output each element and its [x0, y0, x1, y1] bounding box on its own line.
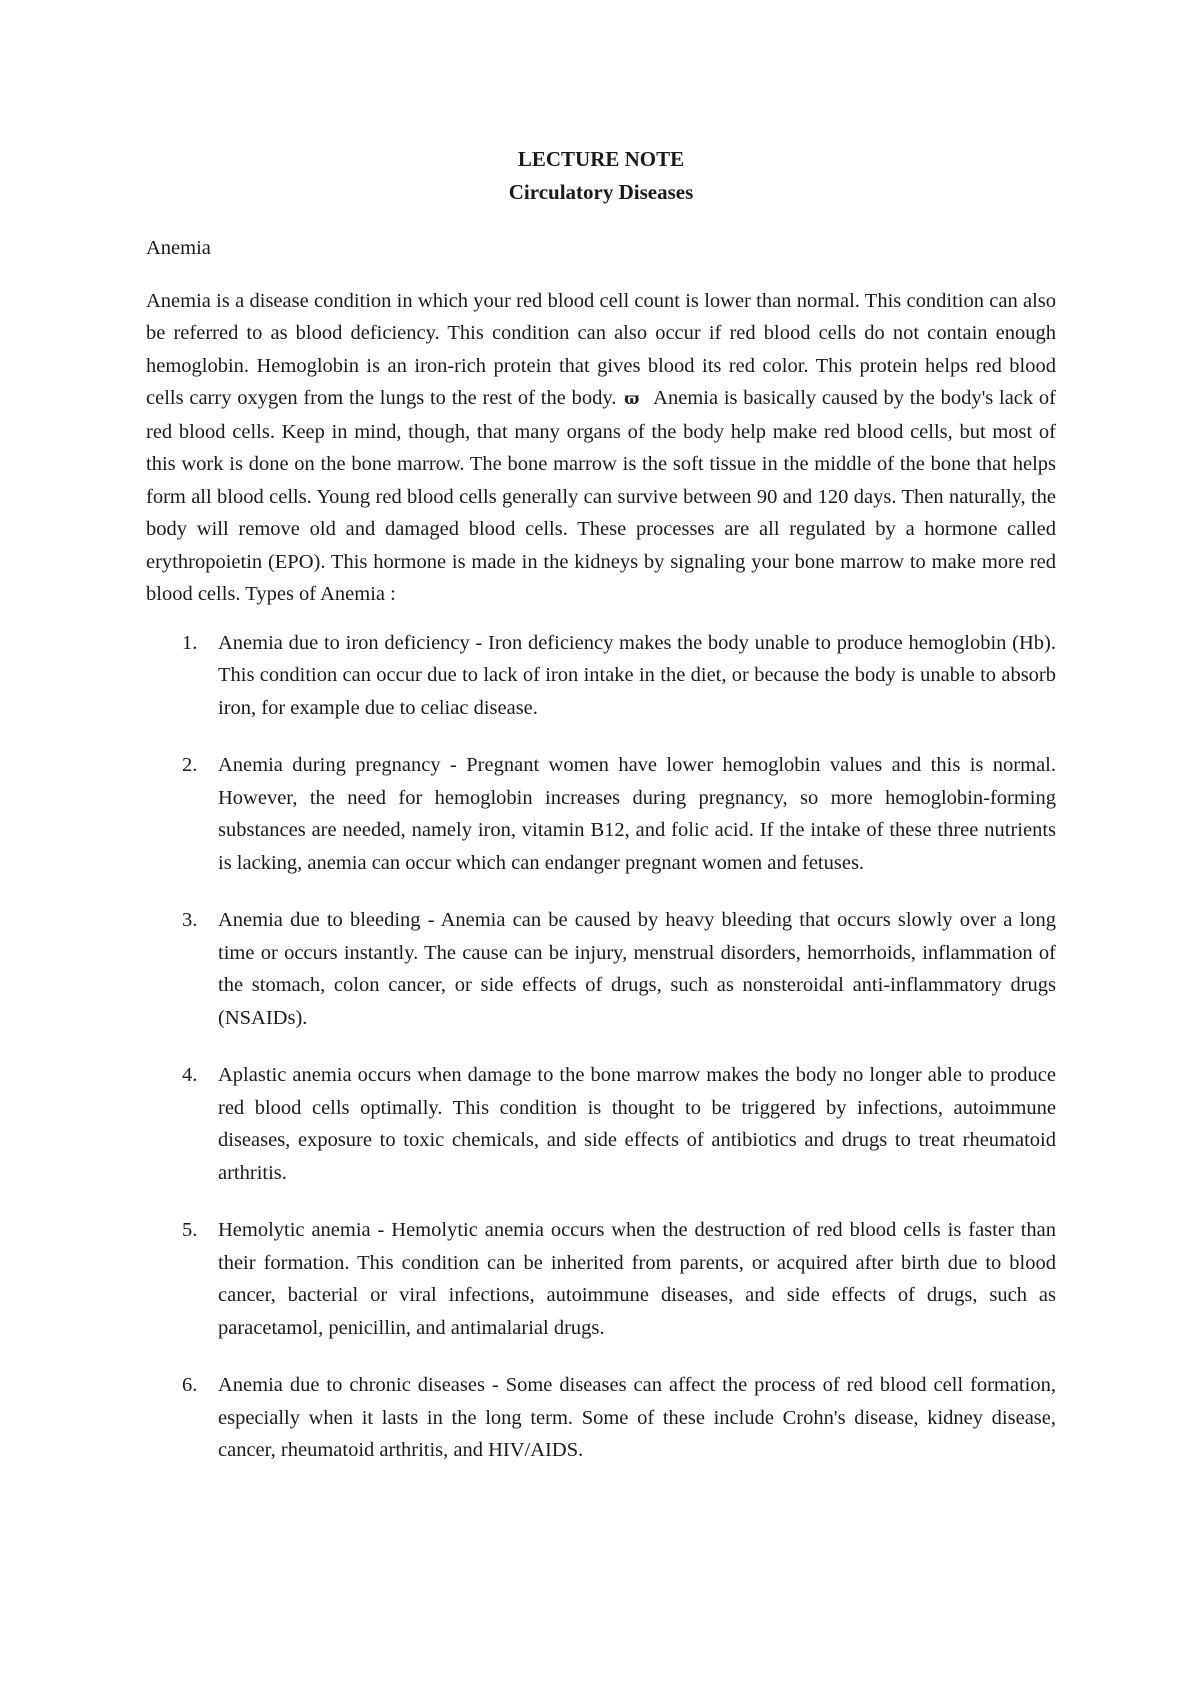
list-item-number: 1.	[182, 631, 198, 654]
list-item-text: Anemia during pregnancy - Pregnant women have lower hemoglobin values and this is normal. However, the need for hemoglobin increases during pregnancy, so more hemoglobin-forming substances are needed, namely iron, vitamin B12, and folic acid. If the intake of these three nutrients is lacking, anemia can occur which can endanger pregnant women and fetuses.	[218, 754, 1056, 874]
intro-paragraph	[146, 285, 1056, 611]
intro-text-part2: Anemia is basically caused by the body's lack of red blood cells. Keep in mind, though, that many organs of the body help make red blood cells, but most of this work is done on the bone marrow. The bone marrow is the soft tissue in the middle of the bone that helps form all blood cells. Young red blood cells generally can survive between 90 and 120 days. Then naturally, the body will remove old and damaged blood cells. These processes are all regulated by a hormone called erythropoietin (EPO). This hormone is made in the kidneys by signaling your bone marrow to make more red blood cells. Types of Anemia :	[146, 387, 1057, 605]
list-item-text: Anemia due to bleeding - Anemia can be caused by heavy bleeding that occurs slowly over a long time or occurs instantly. The cause can be injury, menstrual disorders, hemorrhoids, inflammation of the stomach, colon cancer, or side effects of drugs, such as nonsteroidal anti-inflammatory drugs (NSAIDs).	[218, 909, 1056, 1029]
document-subtitle: Circulatory Diseases	[508, 179, 694, 204]
anemia-types-list	[146, 627, 1056, 1467]
list-item-text: Aplastic anemia occurs when damage to the bone marrow makes the body no longer able to produce red blood cells optimally. This condition is thought to be triggered by infections, autoimmune diseases, exposure to toxic chemicals, and side effects of antibiotics and drugs to treat rheumatoid arthritis.	[218, 1064, 1056, 1184]
list-item-number: 6.	[182, 1374, 198, 1396]
list-item-number: 5.	[182, 1219, 198, 1241]
list-item	[146, 1059, 1056, 1189]
document-title: LECTURE NOTE	[517, 147, 685, 171]
list-item-text: Anemia due to iron deficiency - Iron deficiency makes the body unable to produce hemoglobin (Hb). This condition can occur due to lack of iron intake in the diet, or because the body is unable to absorb iron, for example due to celiac disease.	[218, 631, 1056, 719]
list-item-number: 4.	[182, 1064, 198, 1086]
list-item	[146, 749, 1056, 879]
list-item	[146, 1369, 1056, 1467]
list-item-text: Hemolytic anemia - Hemolytic anemia occurs when the destruction of red blood cells is faster than their formation. This condition can be inherited from parents, or acquired after birth due to blood cancer, bacterial or viral infections, autoimmune diseases, and side effects of drugs, such as paracetamol, penicillin, and antimalarial drugs.	[218, 1219, 1056, 1339]
list-item	[146, 1214, 1056, 1344]
intro-text-part1: Anemia is a disease condition in which your red blood cell count is lower than normal. This condition can also be referred to as blood deficiency. This condition can also occur if red blood cells do not contain enough hemoglobin. Hemoglobin is an iron-rich protein that gives blood its red color. This protein helps red blood cells carry oxygen from the lungs to the rest of the body.	[146, 289, 1056, 409]
list-item-number: 3.	[182, 909, 198, 931]
list-item	[146, 627, 1056, 725]
list-item-number: 2.	[182, 754, 198, 776]
bullet-glyph-icon: ϖ	[624, 389, 640, 408]
list-item-text: Anemia due to chronic diseases - Some diseases can affect the process of red blood cell formation, especially when it lasts in the long term. Some of these include Crohn's disease, kidney disease, cancer, rheumatoid arthritis, and HIV/AIDS.	[218, 1374, 1056, 1461]
document-page	[146, 143, 1056, 1492]
section-heading: Anemia	[146, 237, 211, 259]
list-item	[146, 904, 1056, 1034]
